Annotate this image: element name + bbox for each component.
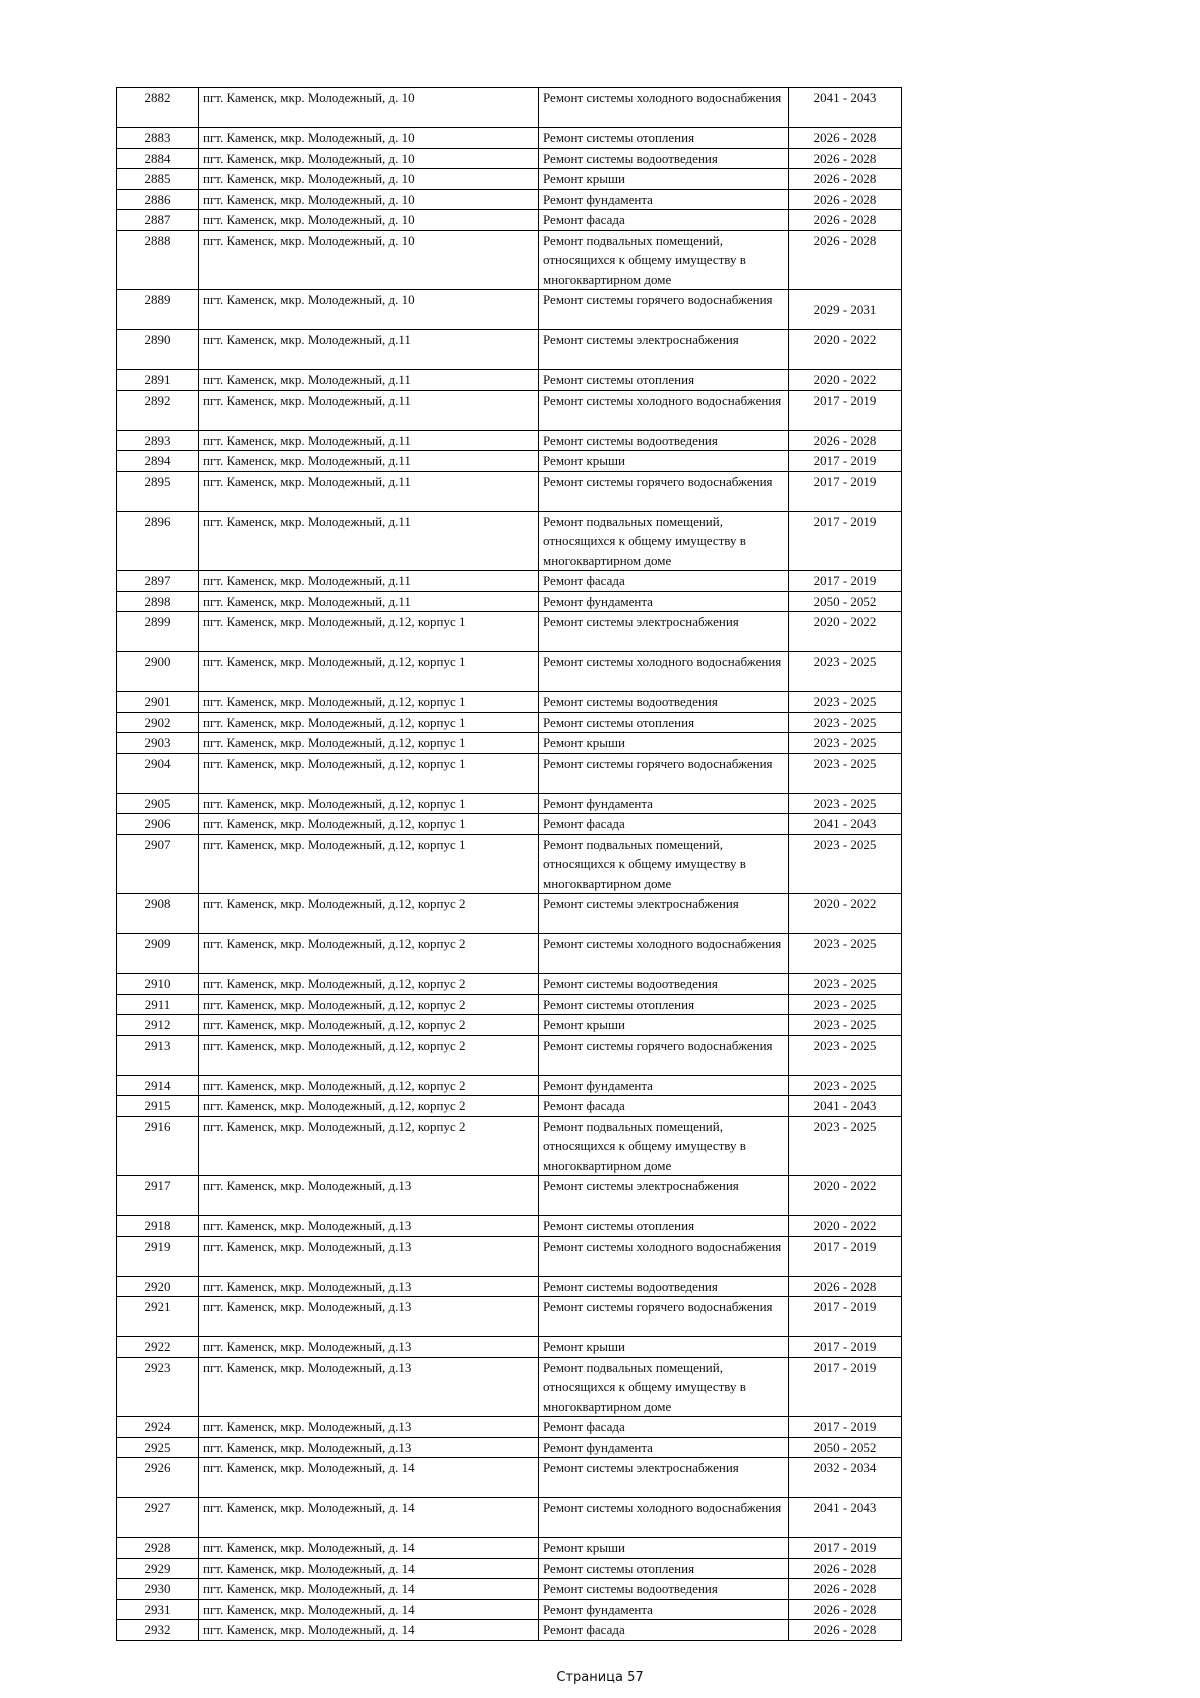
period-cell: 2023 - 2025 xyxy=(789,1035,902,1075)
row-number: 2892 xyxy=(117,390,199,430)
period-cell: 2026 - 2028 xyxy=(789,1558,902,1579)
period-cell: 2023 - 2025 xyxy=(789,834,902,894)
period-cell: 2023 - 2025 xyxy=(789,1075,902,1096)
period-cell: 2017 - 2019 xyxy=(789,471,902,511)
address-cell: пгт. Каменск, мкр. Молодежный, д.11 xyxy=(199,430,539,451)
row-number: 2894 xyxy=(117,451,199,472)
address-cell: пгт. Каменск, мкр. Молодежный, д.11 xyxy=(199,591,539,612)
period-cell: 2017 - 2019 xyxy=(789,511,902,571)
row-number: 2888 xyxy=(117,230,199,290)
row-number: 2890 xyxy=(117,330,199,370)
work-type-cell: Ремонт системы электроснабжения xyxy=(539,894,789,934)
table-row xyxy=(117,1096,902,1117)
table-row xyxy=(117,1437,902,1458)
table-row xyxy=(117,88,902,128)
period-cell: 2026 - 2028 xyxy=(789,1620,902,1641)
row-number: 2931 xyxy=(117,1599,199,1620)
row-number: 2911 xyxy=(117,994,199,1015)
table-row xyxy=(117,1357,902,1417)
table-row xyxy=(117,1558,902,1579)
row-number: 2917 xyxy=(117,1176,199,1216)
period-cell: 2017 - 2019 xyxy=(789,1538,902,1559)
row-number: 2912 xyxy=(117,1015,199,1036)
table-row xyxy=(117,994,902,1015)
address-cell: пгт. Каменск, мкр. Молодежный, д.12, корпус 2 xyxy=(199,974,539,995)
address-cell: пгт. Каменск, мкр. Молодежный, д. 14 xyxy=(199,1558,539,1579)
table-row xyxy=(117,390,902,430)
row-number: 2893 xyxy=(117,430,199,451)
address-cell: пгт. Каменск, мкр. Молодежный, д.11 xyxy=(199,390,539,430)
table-row xyxy=(117,1599,902,1620)
address-cell: пгт. Каменск, мкр. Молодежный, д.12, корпус 2 xyxy=(199,894,539,934)
period-cell: 2050 - 2052 xyxy=(789,591,902,612)
table-row xyxy=(117,471,902,511)
table-row xyxy=(117,169,902,190)
address-cell: пгт. Каменск, мкр. Молодежный, д.13 xyxy=(199,1297,539,1337)
table-row xyxy=(117,1015,902,1036)
period-cell: 2023 - 2025 xyxy=(789,934,902,974)
table-row xyxy=(117,1417,902,1438)
period-cell: 2041 - 2043 xyxy=(789,1498,902,1538)
period-cell: 2023 - 2025 xyxy=(789,1015,902,1036)
table-row xyxy=(117,712,902,733)
row-number: 2924 xyxy=(117,1417,199,1438)
address-cell: пгт. Каменск, мкр. Молодежный, д.12, корпус 2 xyxy=(199,1035,539,1075)
work-type-cell: Ремонт системы отопления xyxy=(539,712,789,733)
table-row xyxy=(117,1297,902,1337)
work-type-cell: Ремонт системы отопления xyxy=(539,1216,789,1237)
address-cell: пгт. Каменск, мкр. Молодежный, д. 14 xyxy=(199,1498,539,1538)
work-type-cell: Ремонт фасада xyxy=(539,1096,789,1117)
period-cell: 2020 - 2022 xyxy=(789,370,902,391)
work-type-cell: Ремонт системы водоотведения xyxy=(539,692,789,713)
work-type-cell: Ремонт крыши xyxy=(539,1015,789,1036)
period-cell: 2017 - 2019 xyxy=(789,1297,902,1337)
table-row xyxy=(117,128,902,149)
period-cell: 2023 - 2025 xyxy=(789,652,902,692)
address-cell: пгт. Каменск, мкр. Молодежный, д.12, корпус 1 xyxy=(199,793,539,814)
row-number: 2921 xyxy=(117,1297,199,1337)
table-row xyxy=(117,733,902,754)
address-cell: пгт. Каменск, мкр. Молодежный, д.13 xyxy=(199,1437,539,1458)
address-cell: пгт. Каменск, мкр. Молодежный, д.12, корпус 1 xyxy=(199,834,539,894)
table-row xyxy=(117,230,902,290)
work-type-cell: Ремонт подвальных помещений, относящихся к общему имуществу в многоквартирном доме xyxy=(539,834,789,894)
address-cell: пгт. Каменск, мкр. Молодежный, д.12, корпус 2 xyxy=(199,1075,539,1096)
row-number: 2905 xyxy=(117,793,199,814)
row-number: 2918 xyxy=(117,1216,199,1237)
row-number: 2886 xyxy=(117,189,199,210)
period-cell: 2041 - 2043 xyxy=(789,88,902,128)
row-number: 2919 xyxy=(117,1236,199,1276)
work-type-cell: Ремонт крыши xyxy=(539,733,789,754)
period-cell: 2020 - 2022 xyxy=(789,894,902,934)
table-row xyxy=(117,1498,902,1538)
row-number: 2920 xyxy=(117,1276,199,1297)
page-number: Страница 57 xyxy=(556,1670,644,1685)
work-type-cell: Ремонт системы холодного водоснабжения xyxy=(539,390,789,430)
work-type-cell: Ремонт системы отопления xyxy=(539,1558,789,1579)
period-cell: 2020 - 2022 xyxy=(789,612,902,652)
work-type-cell: Ремонт фундамента xyxy=(539,1075,789,1096)
work-type-cell: Ремонт системы отопления xyxy=(539,994,789,1015)
table-row xyxy=(117,1579,902,1600)
row-number: 2895 xyxy=(117,471,199,511)
row-number: 2897 xyxy=(117,571,199,592)
address-cell: пгт. Каменск, мкр. Молодежный, д.12, корпус 1 xyxy=(199,652,539,692)
row-number: 2925 xyxy=(117,1437,199,1458)
address-cell: пгт. Каменск, мкр. Молодежный, д.11 xyxy=(199,511,539,571)
work-type-cell: Ремонт системы холодного водоснабжения xyxy=(539,934,789,974)
address-cell: пгт. Каменск, мкр. Молодежный, д.12, корпус 1 xyxy=(199,612,539,652)
table-row xyxy=(117,974,902,995)
address-cell: пгт. Каменск, мкр. Молодежный, д.11 xyxy=(199,330,539,370)
row-number: 2899 xyxy=(117,612,199,652)
row-number: 2923 xyxy=(117,1357,199,1417)
table-row xyxy=(117,753,902,793)
work-type-cell: Ремонт системы отопления xyxy=(539,128,789,149)
table-row xyxy=(117,1216,902,1237)
address-cell: пгт. Каменск, мкр. Молодежный, д. 10 xyxy=(199,230,539,290)
period-cell: 2023 - 2025 xyxy=(789,692,902,713)
address-cell: пгт. Каменск, мкр. Молодежный, д.12, корпус 2 xyxy=(199,1015,539,1036)
work-type-cell: Ремонт системы горячего водоснабжения xyxy=(539,1297,789,1337)
address-cell: пгт. Каменск, мкр. Молодежный, д.12, корпус 2 xyxy=(199,934,539,974)
table-row xyxy=(117,692,902,713)
table-row xyxy=(117,1236,902,1276)
work-type-cell: Ремонт системы холодного водоснабжения xyxy=(539,1498,789,1538)
address-cell: пгт. Каменск, мкр. Молодежный, д.12, корпус 2 xyxy=(199,1096,539,1117)
row-number: 2884 xyxy=(117,148,199,169)
period-cell: 2017 - 2019 xyxy=(789,451,902,472)
table-row xyxy=(117,1538,902,1559)
address-cell: пгт. Каменск, мкр. Молодежный, д.11 xyxy=(199,571,539,592)
row-number: 2913 xyxy=(117,1035,199,1075)
row-number: 2904 xyxy=(117,753,199,793)
address-cell: пгт. Каменск, мкр. Молодежный, д.11 xyxy=(199,471,539,511)
row-number: 2901 xyxy=(117,692,199,713)
table-body xyxy=(117,88,902,1641)
address-cell: пгт. Каменск, мкр. Молодежный, д.12, корпус 1 xyxy=(199,692,539,713)
period-cell: 2023 - 2025 xyxy=(789,712,902,733)
table-row xyxy=(117,934,902,974)
table-row xyxy=(117,1116,902,1176)
work-type-cell: Ремонт системы водоотведения xyxy=(539,148,789,169)
period-cell: 2017 - 2019 xyxy=(789,571,902,592)
work-type-cell: Ремонт подвальных помещений, относящихся к общему имуществу в многоквартирном доме xyxy=(539,230,789,290)
period-cell: 2032 - 2034 xyxy=(789,1458,902,1498)
row-number: 2883 xyxy=(117,128,199,149)
period-cell: 2020 - 2022 xyxy=(789,1216,902,1237)
table-row xyxy=(117,1176,902,1216)
address-cell: пгт. Каменск, мкр. Молодежный, д. 14 xyxy=(199,1620,539,1641)
row-number: 2887 xyxy=(117,210,199,231)
work-type-cell: Ремонт фасада xyxy=(539,571,789,592)
work-type-cell: Ремонт системы водоотведения xyxy=(539,974,789,995)
address-cell: пгт. Каменск, мкр. Молодежный, д.13 xyxy=(199,1357,539,1417)
work-type-cell: Ремонт системы холодного водоснабжения xyxy=(539,1236,789,1276)
work-type-cell: Ремонт фундамента xyxy=(539,1437,789,1458)
address-cell: пгт. Каменск, мкр. Молодежный, д.12, корпус 1 xyxy=(199,753,539,793)
table-row xyxy=(117,1620,902,1641)
work-type-cell: Ремонт системы холодного водоснабжения xyxy=(539,88,789,128)
period-cell: 2023 - 2025 xyxy=(789,994,902,1015)
table-row xyxy=(117,451,902,472)
work-type-cell: Ремонт фасада xyxy=(539,1620,789,1641)
table-row xyxy=(117,290,902,330)
table-row xyxy=(117,210,902,231)
period-cell: 2026 - 2028 xyxy=(789,1599,902,1620)
table-row xyxy=(117,1276,902,1297)
address-cell: пгт. Каменск, мкр. Молодежный, д.11 xyxy=(199,370,539,391)
address-cell: пгт. Каменск, мкр. Молодежный, д. 10 xyxy=(199,88,539,128)
table-row xyxy=(117,1337,902,1358)
row-number: 2898 xyxy=(117,591,199,612)
work-type-cell: Ремонт системы горячего водоснабжения xyxy=(539,290,789,330)
row-number: 2928 xyxy=(117,1538,199,1559)
period-cell: 2026 - 2028 xyxy=(789,169,902,190)
row-number: 2908 xyxy=(117,894,199,934)
work-type-cell: Ремонт системы электроснабжения xyxy=(539,1176,789,1216)
table-row xyxy=(117,612,902,652)
address-cell: пгт. Каменск, мкр. Молодежный, д. 10 xyxy=(199,169,539,190)
table-row xyxy=(117,1035,902,1075)
period-cell: 2026 - 2028 xyxy=(789,189,902,210)
work-type-cell: Ремонт системы водоотведения xyxy=(539,1276,789,1297)
address-cell: пгт. Каменск, мкр. Молодежный, д. 10 xyxy=(199,189,539,210)
period-cell: 2041 - 2043 xyxy=(789,814,902,835)
row-number: 2885 xyxy=(117,169,199,190)
address-cell: пгт. Каменск, мкр. Молодежный, д. 10 xyxy=(199,210,539,231)
row-number: 2910 xyxy=(117,974,199,995)
table-row xyxy=(117,430,902,451)
period-cell: 2023 - 2025 xyxy=(789,753,902,793)
table-row xyxy=(117,511,902,571)
address-cell: пгт. Каменск, мкр. Молодежный, д.12, корпус 1 xyxy=(199,712,539,733)
work-type-cell: Ремонт подвальных помещений, относящихся к общему имуществу в многоквартирном доме xyxy=(539,1357,789,1417)
row-number: 2902 xyxy=(117,712,199,733)
row-number: 2932 xyxy=(117,1620,199,1641)
address-cell: пгт. Каменск, мкр. Молодежный, д.13 xyxy=(199,1176,539,1216)
period-cell: 2023 - 2025 xyxy=(789,974,902,995)
period-cell: 2023 - 2025 xyxy=(789,1116,902,1176)
address-cell: пгт. Каменск, мкр. Молодежный, д.12, корпус 1 xyxy=(199,814,539,835)
work-type-cell: Ремонт крыши xyxy=(539,1337,789,1358)
period-cell: 2026 - 2028 xyxy=(789,128,902,149)
row-number: 2927 xyxy=(117,1498,199,1538)
table-row xyxy=(117,894,902,934)
period-cell: 2029 - 2031 xyxy=(789,290,902,330)
work-type-cell: Ремонт системы горячего водоснабжения xyxy=(539,1035,789,1075)
table-row xyxy=(117,571,902,592)
row-number: 2914 xyxy=(117,1075,199,1096)
period-cell: 2020 - 2022 xyxy=(789,1176,902,1216)
work-type-cell: Ремонт фасада xyxy=(539,814,789,835)
period-cell: 2017 - 2019 xyxy=(789,1417,902,1438)
row-number: 2915 xyxy=(117,1096,199,1117)
table-row xyxy=(117,652,902,692)
row-number: 2926 xyxy=(117,1458,199,1498)
table-row xyxy=(117,148,902,169)
row-number: 2929 xyxy=(117,1558,199,1579)
row-number: 2891 xyxy=(117,370,199,391)
address-cell: пгт. Каменск, мкр. Молодежный, д. 10 xyxy=(199,148,539,169)
work-type-cell: Ремонт системы водоотведения xyxy=(539,430,789,451)
period-cell: 2017 - 2019 xyxy=(789,1337,902,1358)
address-cell: пгт. Каменск, мкр. Молодежный, д. 14 xyxy=(199,1458,539,1498)
address-cell: пгт. Каменск, мкр. Молодежный, д. 10 xyxy=(199,290,539,330)
table-row xyxy=(117,814,902,835)
table-row xyxy=(117,330,902,370)
work-type-cell: Ремонт системы электроснабжения xyxy=(539,612,789,652)
work-type-cell: Ремонт фундамента xyxy=(539,1599,789,1620)
period-cell: 2023 - 2025 xyxy=(789,733,902,754)
row-number: 2916 xyxy=(117,1116,199,1176)
work-type-cell: Ремонт фундамента xyxy=(539,189,789,210)
work-type-cell: Ремонт фасада xyxy=(539,210,789,231)
table-row xyxy=(117,793,902,814)
address-cell: пгт. Каменск, мкр. Молодежный, д.12, корпус 1 xyxy=(199,733,539,754)
work-type-cell: Ремонт фундамента xyxy=(539,591,789,612)
work-type-cell: Ремонт подвальных помещений, относящихся к общему имуществу в многоквартирном доме xyxy=(539,1116,789,1176)
period-cell: 2017 - 2019 xyxy=(789,390,902,430)
row-number: 2909 xyxy=(117,934,199,974)
table-row xyxy=(117,370,902,391)
row-number: 2889 xyxy=(117,290,199,330)
address-cell: пгт. Каменск, мкр. Молодежный, д.13 xyxy=(199,1337,539,1358)
address-cell: пгт. Каменск, мкр. Молодежный, д. 14 xyxy=(199,1538,539,1559)
table-row xyxy=(117,834,902,894)
work-type-cell: Ремонт системы отопления xyxy=(539,370,789,391)
work-type-cell: Ремонт системы горячего водоснабжения xyxy=(539,471,789,511)
period-cell: 2026 - 2028 xyxy=(789,1276,902,1297)
row-number: 2930 xyxy=(117,1579,199,1600)
period-cell: 2050 - 2052 xyxy=(789,1437,902,1458)
row-number: 2903 xyxy=(117,733,199,754)
address-cell: пгт. Каменск, мкр. Молодежный, д.13 xyxy=(199,1276,539,1297)
address-cell: пгт. Каменск, мкр. Молодежный, д.12, корпус 2 xyxy=(199,1116,539,1176)
table-row xyxy=(117,1075,902,1096)
row-number: 2882 xyxy=(117,88,199,128)
period-cell: 2026 - 2028 xyxy=(789,430,902,451)
work-type-cell: Ремонт крыши xyxy=(539,451,789,472)
work-type-cell: Ремонт системы электроснабжения xyxy=(539,1458,789,1498)
period-cell: 2026 - 2028 xyxy=(789,210,902,231)
work-type-cell: Ремонт фасада xyxy=(539,1417,789,1438)
period-cell: 2023 - 2025 xyxy=(789,793,902,814)
row-number: 2906 xyxy=(117,814,199,835)
period-cell: 2017 - 2019 xyxy=(789,1357,902,1417)
address-cell: пгт. Каменск, мкр. Молодежный, д.13 xyxy=(199,1236,539,1276)
address-cell: пгт. Каменск, мкр. Молодежный, д. 14 xyxy=(199,1579,539,1600)
address-cell: пгт. Каменск, мкр. Молодежный, д.13 xyxy=(199,1216,539,1237)
work-type-cell: Ремонт крыши xyxy=(539,1538,789,1559)
row-number: 2900 xyxy=(117,652,199,692)
address-cell: пгт. Каменск, мкр. Молодежный, д. 10 xyxy=(199,128,539,149)
table-row xyxy=(117,189,902,210)
table-row xyxy=(117,591,902,612)
address-cell: пгт. Каменск, мкр. Молодежный, д.13 xyxy=(199,1417,539,1438)
work-type-cell: Ремонт системы горячего водоснабжения xyxy=(539,753,789,793)
row-number: 2896 xyxy=(117,511,199,571)
work-type-cell: Ремонт крыши xyxy=(539,169,789,190)
address-cell: пгт. Каменск, мкр. Молодежный, д. 14 xyxy=(199,1599,539,1620)
table-row xyxy=(117,1458,902,1498)
address-cell: пгт. Каменск, мкр. Молодежный, д.12, корпус 2 xyxy=(199,994,539,1015)
row-number: 2922 xyxy=(117,1337,199,1358)
address-cell: пгт. Каменск, мкр. Молодежный, д.11 xyxy=(199,451,539,472)
row-number: 2907 xyxy=(117,834,199,894)
period-cell: 2041 - 2043 xyxy=(789,1096,902,1117)
period-cell: 2026 - 2028 xyxy=(789,1579,902,1600)
work-type-cell: Ремонт системы электроснабжения xyxy=(539,330,789,370)
period-cell: 2026 - 2028 xyxy=(789,148,902,169)
work-type-cell: Ремонт подвальных помещений, относящихся к общему имуществу в многоквартирном доме xyxy=(539,511,789,571)
work-type-cell: Ремонт системы водоотведения xyxy=(539,1579,789,1600)
repair-schedule-table xyxy=(116,87,902,1641)
period-cell: 2020 - 2022 xyxy=(789,330,902,370)
work-type-cell: Ремонт фундамента xyxy=(539,793,789,814)
period-cell: 2017 - 2019 xyxy=(789,1236,902,1276)
work-type-cell: Ремонт системы холодного водоснабжения xyxy=(539,652,789,692)
period-cell: 2026 - 2028 xyxy=(789,230,902,290)
